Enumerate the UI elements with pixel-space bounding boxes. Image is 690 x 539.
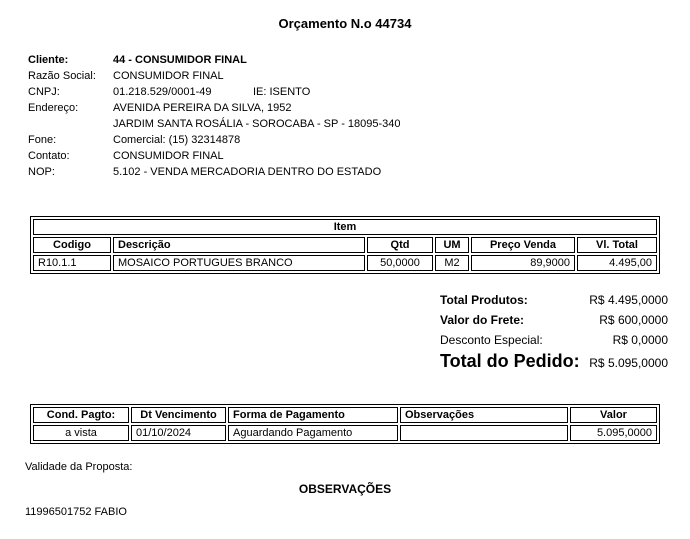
totals-section — [440, 290, 668, 372]
client-value: 44 - CONSUMIDOR FINAL — [113, 54, 247, 66]
item-vl-total: 4.495,00 — [577, 255, 657, 271]
payment-observacoes — [400, 425, 568, 441]
payment-table — [30, 404, 660, 444]
column-header-preco-venda: Preço Venda — [471, 237, 575, 253]
client-label: NOP: — [28, 166, 55, 178]
desconto-especial-row — [440, 330, 668, 350]
total-produtos-row — [440, 290, 668, 310]
column-header-qtd: Qtd — [367, 237, 433, 253]
contact-info: 11996501752 FABIO — [25, 506, 127, 518]
column-header-cond-pagto: Cond. Pagto: — [33, 407, 129, 423]
column-header-forma-pagamento: Forma de Pagamento — [228, 407, 398, 423]
client-ie-value: IE: ISENTO — [253, 86, 311, 98]
column-header-um: UM — [435, 237, 469, 253]
total-produtos-value: R$ 4.495,0000 — [589, 293, 668, 307]
client-label: Endereço: — [28, 102, 79, 114]
client-value: JARDIM SANTA ROSÁLIA - SOROCABA - SP - 18095-340 — [113, 118, 401, 130]
payment-dt-vencimento: 01/10/2024 — [131, 425, 226, 441]
payment-table-row — [33, 425, 657, 441]
client-label: Razão Social: — [28, 70, 96, 82]
item-um: M2 — [435, 255, 469, 271]
validity-label: Validade da Proposta: — [25, 461, 133, 473]
client-row — [28, 164, 401, 180]
client-value: 5.102 - VENDA MERCADORIA DENTRO DO ESTADO — [113, 166, 382, 178]
client-label: Cliente: — [28, 54, 69, 66]
client-value: 01.218.529/0001-49 — [113, 86, 212, 98]
document-title: Orçamento N.o 44734 — [278, 16, 412, 31]
client-info-section — [28, 52, 401, 180]
payment-forma-pagamento: Aguardando Pagamento — [228, 425, 398, 441]
payment-table-header-row — [33, 407, 657, 423]
client-label: Fone: — [28, 134, 57, 146]
client-row — [28, 52, 401, 68]
client-value: CONSUMIDOR FINAL — [113, 150, 224, 162]
client-row — [28, 68, 401, 84]
client-row — [28, 84, 401, 100]
column-header-vl-total: Vl. Total — [577, 237, 657, 253]
item-codigo: R10.1.1 — [33, 255, 111, 271]
valor-frete-value: R$ 600,0000 — [599, 313, 668, 327]
item-preco-venda: 89,9000 — [471, 255, 575, 271]
client-value: AVENIDA PEREIRA DA SILVA, 1952 — [113, 102, 292, 114]
valor-frete-label: Valor do Frete: — [440, 313, 525, 327]
item-table-group-header: Item — [33, 219, 657, 235]
column-header-observacoes: Observações — [400, 407, 568, 423]
item-table-header-row — [33, 237, 657, 253]
column-header-descricao: Descrição — [113, 237, 365, 253]
client-row — [28, 100, 401, 116]
payment-cond-pagto: a vista — [33, 425, 129, 441]
desconto-especial-label: Desconto Especial: — [440, 333, 543, 347]
total-produtos-label: Total Produtos: — [440, 293, 528, 307]
item-qtd: 50,0000 — [367, 255, 433, 271]
client-value: Comercial: (15) 32314878 — [113, 134, 241, 146]
client-value: CONSUMIDOR FINAL — [113, 70, 224, 82]
item-table — [30, 216, 660, 274]
item-table-group-header-row — [33, 219, 657, 235]
client-row — [28, 148, 401, 164]
client-row — [28, 132, 401, 148]
item-descricao: MOSAICO PORTUGUES BRANCO — [113, 255, 365, 271]
client-label: Contato: — [28, 150, 70, 162]
total-pedido-label: Total do Pedido: — [440, 351, 580, 371]
item-table-row — [33, 255, 657, 271]
column-header-codigo: Codigo — [33, 237, 111, 253]
column-header-valor: Valor — [570, 407, 657, 423]
client-label: CNPJ: — [28, 86, 60, 98]
valor-frete-row — [440, 310, 668, 330]
observations-title: OBSERVAÇÕES — [298, 482, 392, 496]
total-pedido-row — [440, 351, 668, 372]
payment-valor: 5.095,0000 — [570, 425, 657, 441]
desconto-especial-value: R$ 0,0000 — [612, 333, 668, 347]
total-pedido-value: R$ 5.095,0000 — [589, 356, 668, 370]
client-row — [28, 116, 401, 132]
column-header-dt-vencimento: Dt Vencimento — [131, 407, 226, 423]
